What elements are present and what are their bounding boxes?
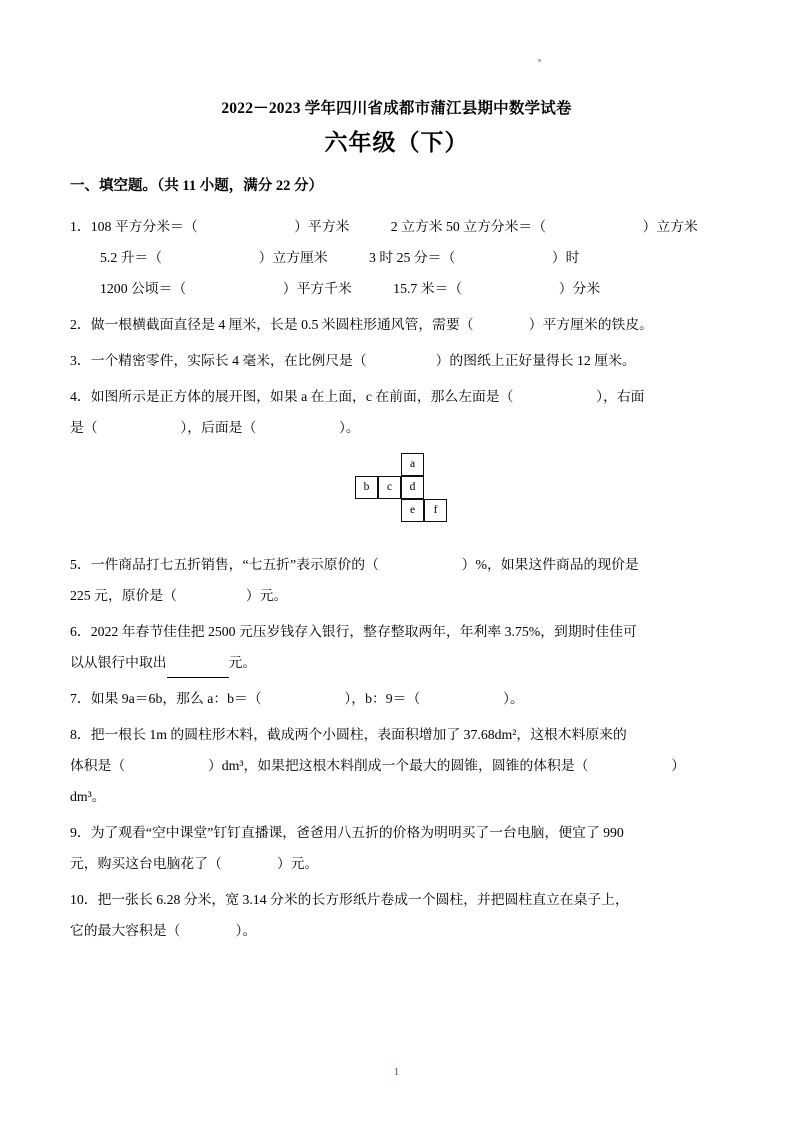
question-6-answer-blank[interactable] bbox=[167, 664, 229, 678]
question-10 bbox=[70, 884, 730, 946]
question-6 bbox=[70, 616, 730, 678]
question-1-line-2: 5.2 升＝（ ）立方厘米 3 时 25 分＝（ ）时 bbox=[100, 249, 580, 265]
page-artifact-dot bbox=[538, 59, 541, 62]
cube-net-cell-b: b bbox=[355, 476, 378, 499]
question-6-line-2 bbox=[70, 647, 730, 678]
question-4-line-1: 4．如图所示是正方体的展开图，如果 a 在上面，c 在前面，那么左面是（ ），右面 bbox=[70, 388, 645, 404]
cube-net-cell-f: f bbox=[424, 499, 447, 522]
page-title: 2022－2023 学年四川省成都市蒲江县期中数学试卷 bbox=[221, 100, 572, 117]
document-header bbox=[0, 98, 793, 160]
question-8-line-3: dm³。 bbox=[70, 789, 106, 805]
question-9-line-2: 元，购买这台电脑花了（ ）元。 bbox=[70, 856, 319, 872]
section-heading-fill-in-blanks: 一、填空题。（共 11 小题，满分 22 分） bbox=[70, 178, 323, 194]
question-6-line-1: 6．2022 年春节佳佳把 2500 元压岁钱存入银行，整存整取两年，年利率 3.75%，到期时佳佳可 bbox=[70, 624, 637, 640]
question-1-line-1: 1．108 平方分米＝（ ）平方米 2 立方米 50 立方分米＝（ ）立方米 bbox=[70, 218, 698, 234]
cube-net-diagram bbox=[355, 453, 447, 522]
question-4-figure bbox=[70, 451, 730, 547]
question-5-line-2: 225 元，原价是（ ）元。 bbox=[70, 588, 288, 603]
question-1 bbox=[70, 211, 730, 304]
page-subtitle: 六年级（下） bbox=[324, 129, 469, 155]
question-8-line-2: 体积是（ ）dm³，如果把这根木料削成一个最大的圆锥，圆锥的体积是（ ） bbox=[70, 758, 686, 774]
question-7-line-1: 7．如果 9a＝6b，那么 a：b＝（ ），b：9＝（ ）。 bbox=[70, 691, 524, 707]
question-8 bbox=[70, 719, 730, 812]
question-3-line-1: 3．一个精密零件，实际长 4 毫米，在比例尺是（ ）的图纸上正好量得长 12 厘米。 bbox=[70, 352, 636, 368]
question-7 bbox=[70, 683, 730, 714]
cube-net-cell-e: e bbox=[401, 499, 424, 522]
question-5-line-1: 5．一件商品打七五折销售，“七五折”表示原价的（ ）%，如果这件商品的现价是 bbox=[70, 556, 639, 572]
question-6-line-2-text: 以从银行中取出 bbox=[70, 655, 167, 671]
page-number: 1 bbox=[393, 1066, 400, 1078]
question-9-line-1: 9．为了观看“空中课堂”钉钉直播课，爸爸用八五折的价格为明明买了一台电脑，便宜了 990 bbox=[70, 825, 624, 841]
question-3 bbox=[70, 345, 730, 376]
question-5 bbox=[70, 549, 730, 611]
question-4-line-2: 是（ ），后面是（ ）。 bbox=[70, 419, 360, 435]
exam-content bbox=[70, 176, 730, 951]
question-1-line-3: 1200 公顷＝（ ）平方千米 15.7 米＝（ ）分米 bbox=[100, 280, 601, 296]
question-10-line-1: 10．把一张长 6.28 分米，宽 3.14 分米的长方形纸片卷成一个圆柱，并把圆柱直立在桌子上， bbox=[70, 892, 629, 908]
question-4 bbox=[70, 381, 730, 443]
question-6-trailing-text: 元。 bbox=[228, 655, 257, 671]
cube-net-cell-a: a bbox=[401, 453, 424, 476]
question-10-line-2: 它的最大容积是（ ）。 bbox=[70, 923, 257, 939]
cube-net-cell-c: c bbox=[378, 476, 401, 499]
question-8-line-1: 8．把一根长 1m 的圆柱形木料，截成两个小圆柱，表面积增加了 37.68dm²，这根木料原来的 bbox=[70, 727, 627, 743]
question-9 bbox=[70, 817, 730, 879]
cube-net-cell-d: d bbox=[401, 476, 424, 499]
question-2-line-1: 2．做一根横截面直径是 4 厘米，长是 0.5 米圆柱形通风管，需要（ ）平方厘米的铁皮。 bbox=[70, 316, 653, 332]
question-2 bbox=[70, 309, 730, 340]
